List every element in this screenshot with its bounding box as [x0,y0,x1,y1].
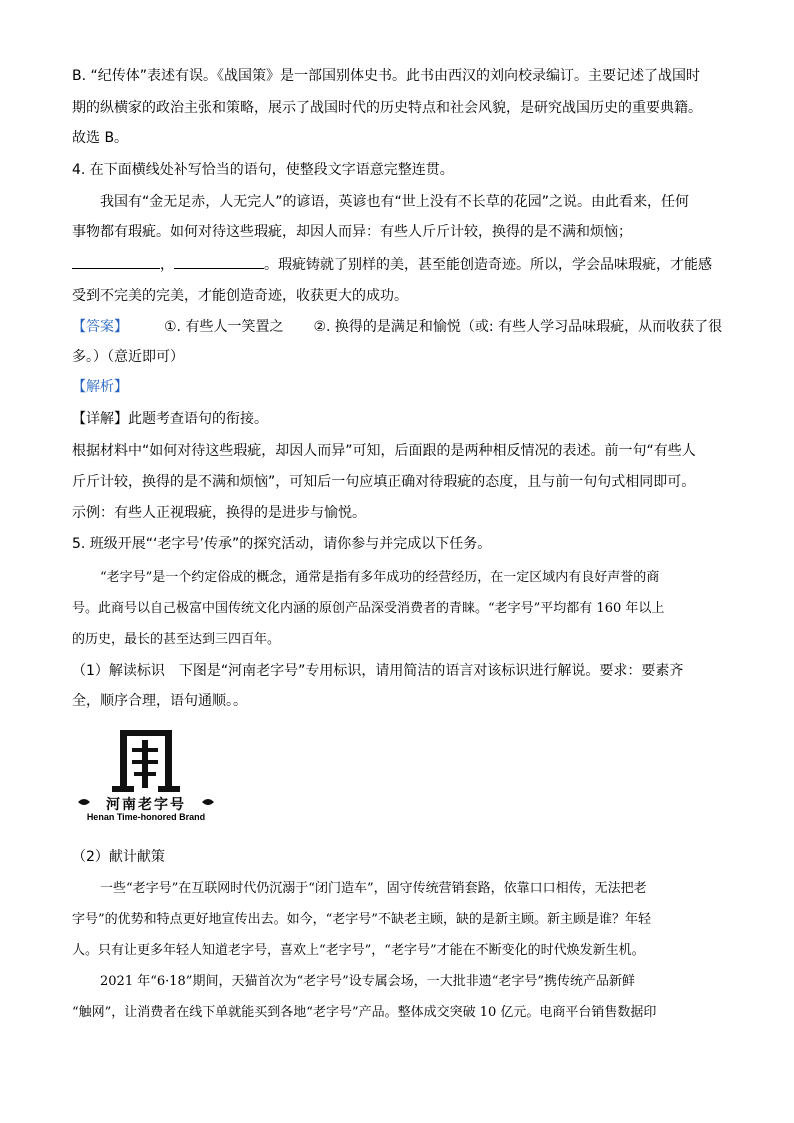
task-2-line: （2）献计献策 [72,849,165,865]
answer-blank-2 [174,254,264,269]
answer-line [72,317,722,337]
answer-tag: 【答案】 [72,319,128,335]
text-line: 斤斤计较，换得的是不满和烦恼”，可知后一句应填正确对待瑕疵的态度，且与前一句句式相同即可。 [72,474,696,490]
logo-en-name: Henan Time-honored Brand [86,812,206,822]
henan-time-honored-brand-logo [76,726,216,826]
text-line: 期的纵横家的政治主张和策略，展示了战国时代的历史特点和社会风貌，是研究战国历史的重要典籍。 [72,100,702,116]
text-line: 多。）（意近即可） [72,349,184,365]
text-line: B. “纪传体”表述有误。《战国策》是一部国别体史书。此书由西汉的刘向校录编订。主要记述了战国时 [72,68,701,84]
text-line: 全，顺序合理，语句通顺。。 [72,693,247,709]
text-line: 号。此商号以自己极富中国传统文化内涵的原创产品深受消费者的青睐。“老字号”平均都有 160 年以上 [72,601,665,616]
question-4-title: 4. 在下面横线处补写恰当的语句，使整段文字语意完整连贯。 [72,162,454,178]
logo-cn-name: 河南老字号 [106,797,186,813]
text-line: 人。只有让更多年轻人知道老字号，喜欢上“老字号”，“老字号”才能在不断变化的时代焕发新生机。 [72,943,645,958]
analysis-tag: 【解析】 [72,379,128,395]
question-5-title: 5. 班级开展“‘老字号’传承”的探究活动，请你参与并完成以下任务。 [72,536,492,552]
text-line: 故选 B。 [72,130,129,146]
text-line: 我国有“金无足赤，人无完人”的谚语，英谚也有“世上没有不长草的花园”之说。由此看来，任何 [100,194,690,210]
text-line: “触网”，让消费者在线下单就能买到各地“老字号”产品。整体成交突破 10 亿元。电商平台销售数据印 [72,1005,657,1020]
answer-2: ②. 换得的是满足和愉悦（或: 有些人学习品味瑕疵，从而收获了很 [313,319,723,335]
answer-blank-1 [72,254,160,269]
text-line: 事物都有瑕疵。如何对待这些瑕疵，却因人而异：有些人斤斤计较，换得的是不满和烦恼； [72,224,632,240]
text-line: 受到不完美的完美，才能创造奇迹，收获更大的成功。 [72,288,408,304]
answer-1: ①. 有些人一笑置之 [164,319,284,335]
text-line: 示例：有些人正视瑕疵，换得的是进步与愉悦。 [72,505,366,521]
text-line: 2021 年“6·18”期间，天猫首次为“老字号”设专属会场，一大批非遗“老字号”携传统产品新鲜 [100,974,636,989]
detail-line: 【详解】此题考查语句的衔接。 [72,411,268,427]
comma: ， [160,257,174,273]
text-fragment: 。瑕疵铸就了别样的美，甚至能创造奇迹。所以，学会品味瑕疵，才能感 [264,257,712,273]
text-line: “老字号”是一个约定俗成的概念，通常是指有多年成功的经营经历，在一定区域内有良好声誉的商 [100,570,660,585]
text-line: 字号”的优势和特点更好地宣传出去。如今，“老字号”不缺老主顾，缺的是新主顾。新主顾是谁？年轻 [72,912,651,927]
text-line: 根据材料中“如何对待这些瑕疵，却因人而异”可知，后面跟的是两种相反情况的表述。前一句“有些人 [72,443,696,459]
text-line-with-blanks [72,254,712,275]
text-line: 一些“老字号”在互联网时代仍沉溺于“闭门造车”，固守传统营销套路，依靠口口相传，无法把老 [100,881,647,896]
task-1-line: （1）解读标识 下图是“河南老字号”专用标识，请用简洁的语言对该标识进行解说。要求：要素齐 [72,663,684,679]
text-line: 的历史，最长的甚至达到三四百年。 [72,632,281,647]
